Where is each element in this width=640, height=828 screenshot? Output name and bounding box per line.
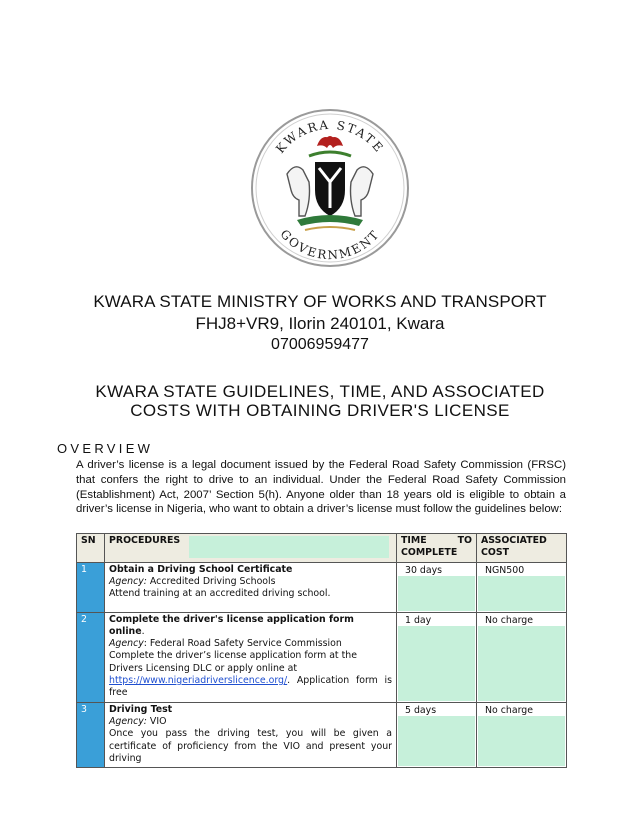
header-associated-cost: ASSOCIATED COST <box>477 534 567 563</box>
row-cost: No charge <box>477 702 567 767</box>
row-sn: 3 <box>77 702 105 767</box>
row-cost: NGN500 <box>477 562 567 612</box>
row-procedure: Driving Test Agency: VIO Once you pass the driving test, you will be given a certificate of proficiency from the VIO and present your driving <box>105 702 397 767</box>
row-cost: No charge <box>477 612 567 702</box>
overview-paragraph: A driver’s license is a legal document issued by the Federal Road Safety Commission (FRSC) that confers the right to drive to an individual. Under the Federal Road Safety Commission (Establishment) Act, 2007’ Section 5(h). Anyone older than 18 years old is eligible to obtain a driver’s license in Nigeria, who want to obtain a driver’s license must follow the guidelines below: <box>76 459 566 516</box>
svg-text:GOVERNMENT: GOVERNMENT <box>277 226 383 263</box>
document-title-line-1: KWARA STATE GUIDELINES, TIME, AND ASSOCIATED <box>95 382 545 401</box>
row-time: 5 days <box>397 702 477 767</box>
header-sn: SN <box>77 534 105 563</box>
header-time-to-complete: TIME TO COMPLETE <box>397 534 477 563</box>
row-sn: 2 <box>77 612 105 702</box>
kwara-state-seal <box>249 104 411 272</box>
ministry-phone: 07006959477 <box>271 336 369 353</box>
procedures-table <box>76 533 567 768</box>
row-time: 30 days <box>397 562 477 612</box>
table-row <box>77 612 567 702</box>
table-row <box>77 562 567 612</box>
overview-heading: OVERVIEW <box>57 441 154 456</box>
table-row <box>77 702 567 767</box>
svg-text:KWARA STATE: KWARA STATE <box>273 117 387 156</box>
application-link[interactable]: https://www.nigeriadriverslicence.org/ <box>109 675 288 687</box>
table-header-row <box>77 534 567 563</box>
header-procedures: PROCEDURES <box>105 534 397 563</box>
ministry-address: FHJ8+VR9, Ilorin 240101, Kwara <box>195 314 445 333</box>
document-title-line-2: COSTS WITH OBTAINING DRIVER'S LICENSE <box>130 401 510 420</box>
row-time: 1 day <box>397 612 477 702</box>
header-highlight <box>189 536 389 558</box>
ministry-name: KWARA STATE MINISTRY OF WORKS AND TRANSPORT <box>93 292 547 311</box>
row-procedure: Obtain a Driving School Certificate Agency: Accredited Driving Schools Attend training at an accredited driving school. <box>105 562 397 612</box>
row-procedure: Complete the driver's license application form online. Agency: Federal Road Safety Service Commission Complete the driver’s license application form at the Drivers Licensing DLC or apply online at https://www.nigeriadriverslicence.org/. Application form is free <box>105 612 397 702</box>
row-sn: 1 <box>77 562 105 612</box>
